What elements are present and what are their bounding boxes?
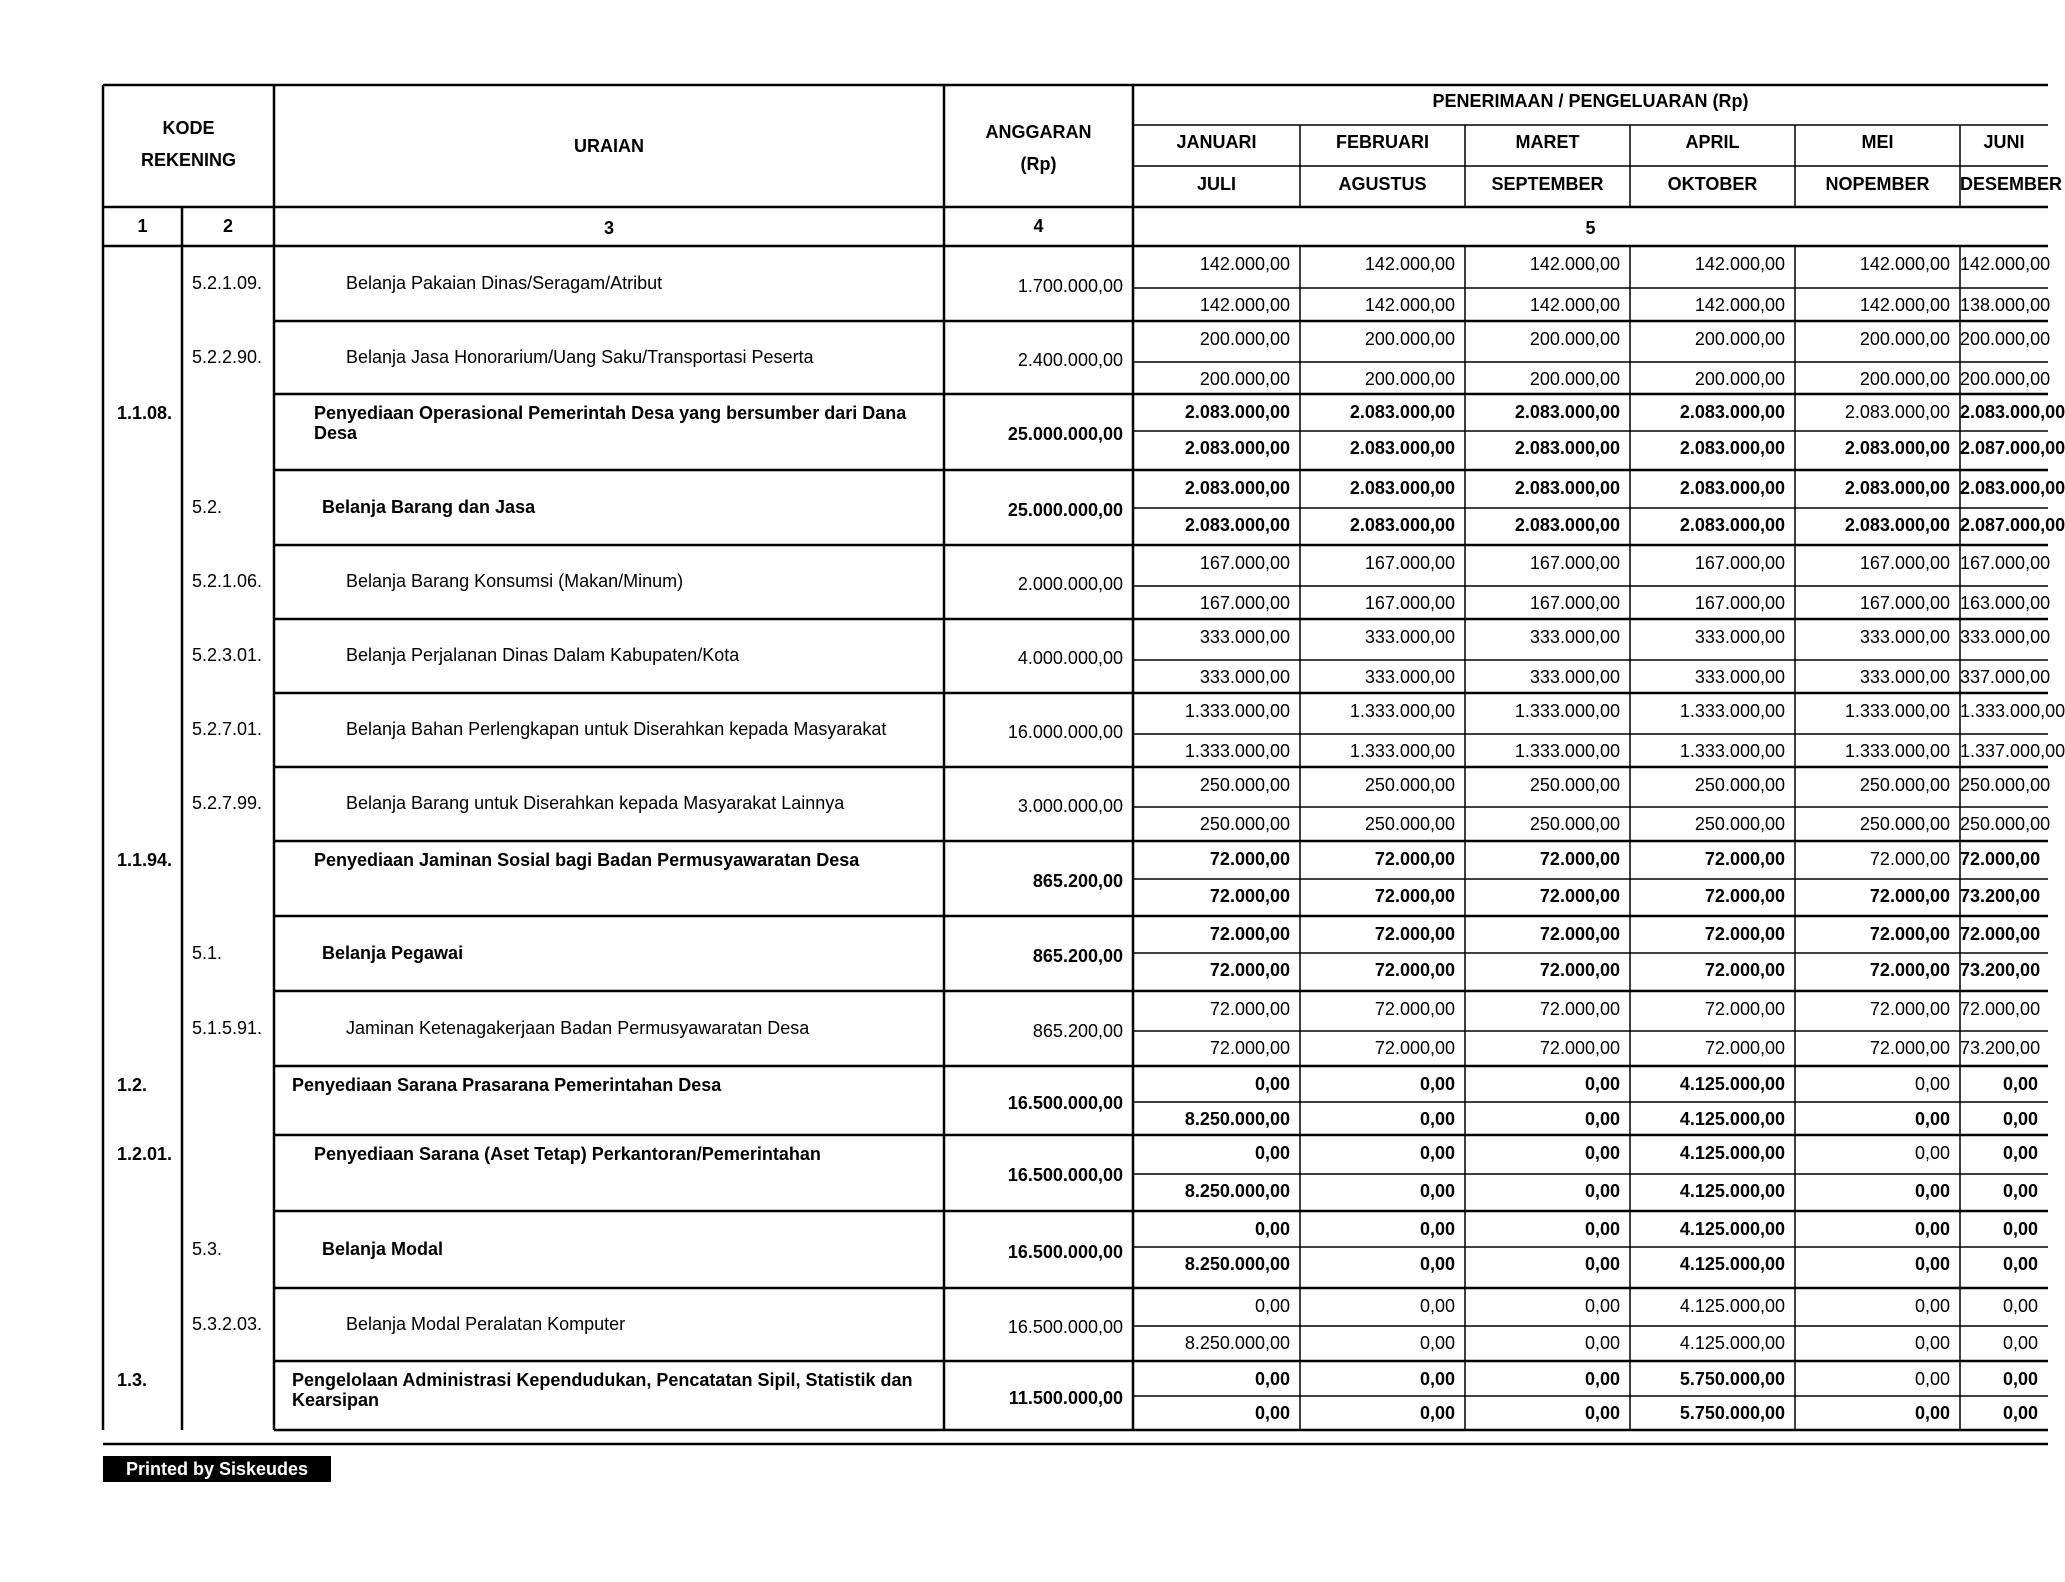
month-value-bottom: 163.000,00 (1960, 593, 2051, 613)
month-value-bottom: 138.000,00 (1960, 295, 2051, 315)
month-value-bottom: 2.083.000,00 (1679, 438, 1785, 458)
kode-level-2: 5.1.5.91. (192, 1018, 263, 1038)
uraian-text: Belanja Barang Konsumsi (Makan/Minum) (346, 571, 684, 591)
month-value-top: 0,00 (1254, 1074, 1290, 1094)
header-anggaran: ANGGARAN (985, 122, 1092, 142)
anggaran-value: 865.200,00 (1032, 1021, 1123, 1041)
anggaran-value: 25.000.000,00 (1007, 500, 1123, 520)
month-value-bottom: 0,00 (1914, 1403, 1950, 1423)
month-value-bottom: 72.000,00 (1869, 960, 1950, 980)
header-month-bottom: OKTOBER (1667, 174, 1758, 194)
header-anggaran-unit: (Rp) (1020, 154, 1057, 174)
month-value-bottom: 200.000,00 (1694, 369, 1785, 389)
month-value-bottom: 72.000,00 (1704, 886, 1785, 906)
month-value-bottom: 0,00 (1584, 1403, 1620, 1423)
month-value-bottom: 2.083.000,00 (1844, 438, 1950, 458)
month-value-top: 0,00 (2002, 1369, 2038, 1389)
uraian-text: Penyediaan Sarana Prasarana Pemerintahan Desa (292, 1075, 722, 1095)
kode-level-1: 1.1.08. (117, 403, 173, 423)
anggaran-value: 2.400.000,00 (1017, 350, 1123, 370)
month-value-top: 200.000,00 (1859, 329, 1950, 349)
month-value-bottom: 167.000,00 (1364, 593, 1455, 613)
month-value-bottom: 2.083.000,00 (1679, 515, 1785, 535)
month-value-bottom: 2.083.000,00 (1514, 515, 1620, 535)
month-value-top: 4.125.000,00 (1679, 1143, 1785, 1163)
header-month-bottom: AGUSTUS (1338, 174, 1427, 194)
month-value-top: 250.000,00 (1859, 775, 1950, 795)
anggaran-value: 16.000.000,00 (1007, 722, 1123, 742)
header-month-bottom: NOPEMBER (1825, 174, 1930, 194)
kode-level-1: 1.3. (117, 1370, 148, 1390)
header-month-top: FEBRUARI (1336, 132, 1429, 152)
month-value-bottom: 72.000,00 (1539, 886, 1620, 906)
anggaran-value: 11.500.000,00 (1008, 1388, 1123, 1408)
month-value-bottom: 142.000,00 (1364, 295, 1455, 315)
uraian-text: Belanja Perjalanan Dinas Dalam Kabupaten/Kota (346, 645, 740, 665)
month-value-top: 200.000,00 (1199, 329, 1290, 349)
month-value-bottom: 0,00 (1584, 1109, 1620, 1129)
uraian-text: Belanja Modal Peralatan Komputer (346, 1314, 626, 1334)
uraian-text: Belanja Barang untuk Diserahkan kepada Masyarakat Lainnya (346, 793, 845, 813)
anggaran-value: 4.000.000,00 (1017, 648, 1123, 668)
month-value-top: 0,00 (1584, 1369, 1620, 1389)
month-value-top: 72.000,00 (1960, 849, 2041, 869)
month-value-bottom: 73.200,00 (1960, 960, 2041, 980)
month-value-top: 0,00 (2002, 1219, 2038, 1239)
month-value-top: 72.000,00 (1539, 924, 1620, 944)
month-value-bottom: 333.000,00 (1859, 667, 1950, 687)
month-value-bottom: 0,00 (2002, 1333, 2038, 1353)
month-value-top: 167.000,00 (1960, 553, 2051, 573)
month-value-top: 1.333.000,00 (1844, 701, 1950, 721)
month-value-bottom: 72.000,00 (1539, 960, 1620, 980)
month-value-top: 167.000,00 (1694, 553, 1785, 573)
month-value-bottom: 167.000,00 (1529, 593, 1620, 613)
month-value-bottom: 72.000,00 (1374, 886, 1455, 906)
header-rekening: REKENING (140, 150, 236, 170)
uraian-text: Belanja Bahan Perlengkapan untuk Diserahkan kepada Masyarakat (346, 719, 887, 739)
month-value-bottom: 337.000,00 (1960, 667, 2051, 687)
month-value-top: 2.083.000,00 (1844, 402, 1950, 422)
month-value-top: 0,00 (1254, 1219, 1290, 1239)
kode-level-1: 1.1.94. (117, 850, 173, 870)
month-value-bottom: 0,00 (1914, 1333, 1950, 1353)
month-value-top: 72.000,00 (1869, 924, 1950, 944)
month-value-top: 72.000,00 (1704, 849, 1785, 869)
uraian-text: Pengelolaan Administrasi Kependudukan, Pencatatan Sipil, Statistik dan Kearsipan (292, 1370, 913, 1410)
month-value-bottom: 333.000,00 (1529, 667, 1620, 687)
month-value-top: 2.083.000,00 (1349, 402, 1455, 422)
kode-level-2: 5.1. (192, 943, 223, 963)
month-value-top: 5.750.000,00 (1679, 1369, 1785, 1389)
month-value-bottom: 0,00 (1419, 1181, 1455, 1201)
month-value-top: 0,00 (1914, 1296, 1950, 1316)
header-month-bottom: SEPTEMBER (1491, 174, 1604, 194)
month-value-top: 200.000,00 (1529, 329, 1620, 349)
month-value-top: 250.000,00 (1694, 775, 1785, 795)
header-month-bottom: JULI (1196, 174, 1236, 194)
month-value-bottom: 72.000,00 (1704, 1038, 1785, 1058)
month-value-bottom: 167.000,00 (1859, 593, 1950, 613)
month-value-top: 0,00 (1584, 1143, 1620, 1163)
month-value-bottom: 8.250.000,00 (1184, 1254, 1290, 1274)
month-value-bottom: 72.000,00 (1869, 1038, 1950, 1058)
month-value-top: 167.000,00 (1364, 553, 1455, 573)
month-value-top: 0,00 (1419, 1219, 1455, 1239)
month-value-top: 0,00 (2002, 1143, 2038, 1163)
kode-level-2: 5.2.1.09. (192, 273, 263, 293)
month-value-bottom: 72.000,00 (1374, 960, 1455, 980)
printed-by-badge: Printed by Siskeudes (103, 1456, 331, 1482)
month-value-bottom: 333.000,00 (1694, 667, 1785, 687)
month-value-top: 0,00 (1419, 1369, 1455, 1389)
month-value-top: 200.000,00 (1694, 329, 1785, 349)
colnum-1: 1 (137, 216, 148, 236)
anggaran-value: 16.500.000,00 (1007, 1242, 1123, 1262)
month-value-top: 0,00 (1254, 1369, 1290, 1389)
month-value-top: 0,00 (1584, 1219, 1620, 1239)
colnum-3: 3 (603, 218, 614, 238)
month-value-top: 4.125.000,00 (1679, 1296, 1785, 1316)
header-uraian: URAIAN (574, 136, 644, 156)
month-value-top: 333.000,00 (1694, 627, 1785, 647)
month-value-top: 333.000,00 (1199, 627, 1290, 647)
month-value-top: 0,00 (1914, 1369, 1950, 1389)
month-value-bottom: 250.000,00 (1199, 814, 1290, 834)
month-value-top: 1.333.000,00 (1349, 701, 1455, 721)
month-value-top: 72.000,00 (1539, 999, 1620, 1019)
kode-level-2: 5.3.2.03. (192, 1314, 263, 1334)
kode-level-2: 5.2.7.99. (192, 793, 263, 813)
month-value-top: 2.083.000,00 (1184, 402, 1290, 422)
uraian-text: Penyediaan Jaminan Sosial bagi Badan Permusyawaratan Desa (314, 850, 860, 870)
month-value-bottom: 2.087.000,00 (1960, 438, 2065, 458)
month-value-top: 0,00 (1419, 1296, 1455, 1316)
month-value-top: 0,00 (1419, 1074, 1455, 1094)
month-value-top: 250.000,00 (1199, 775, 1290, 795)
month-value-bottom: 1.333.000,00 (1844, 741, 1950, 761)
month-value-bottom: 0,00 (2002, 1403, 2038, 1423)
month-value-bottom: 0,00 (2002, 1181, 2038, 1201)
header-kode: KODE (162, 118, 215, 138)
month-value-bottom: 5.750.000,00 (1679, 1403, 1785, 1423)
month-value-bottom: 250.000,00 (1529, 814, 1620, 834)
month-value-top: 142.000,00 (1199, 254, 1290, 274)
month-value-top: 0,00 (1914, 1219, 1950, 1239)
month-value-bottom: 73.200,00 (1960, 1038, 2041, 1058)
month-value-bottom: 0,00 (1419, 1403, 1455, 1423)
month-value-bottom: 1.333.000,00 (1184, 741, 1290, 761)
month-value-bottom: 72.000,00 (1209, 886, 1290, 906)
month-value-top: 0,00 (1914, 1143, 1950, 1163)
month-value-top: 142.000,00 (1364, 254, 1455, 274)
month-value-bottom: 0,00 (1419, 1109, 1455, 1129)
month-value-bottom: 1.337.000,00 (1960, 741, 2065, 761)
month-value-top: 2.083.000,00 (1960, 478, 2065, 498)
month-value-bottom: 200.000,00 (1960, 369, 2051, 389)
month-value-bottom: 0,00 (1419, 1333, 1455, 1353)
anggaran-value: 16.500.000,00 (1007, 1165, 1123, 1185)
month-value-top: 142.000,00 (1960, 254, 2051, 274)
month-value-top: 72.000,00 (1704, 999, 1785, 1019)
month-value-bottom: 0,00 (1584, 1333, 1620, 1353)
month-value-bottom: 142.000,00 (1199, 295, 1290, 315)
month-value-bottom: 0,00 (1419, 1254, 1455, 1274)
month-value-bottom: 4.125.000,00 (1679, 1254, 1785, 1274)
month-value-top: 72.000,00 (1869, 999, 1950, 1019)
month-value-top: 72.000,00 (1869, 849, 1950, 869)
month-value-top: 72.000,00 (1374, 849, 1455, 869)
month-value-bottom: 4.125.000,00 (1679, 1181, 1785, 1201)
month-value-top: 72.000,00 (1960, 924, 2041, 944)
header-month-top: APRIL (1685, 132, 1740, 152)
month-value-bottom: 1.333.000,00 (1679, 741, 1785, 761)
month-value-top: 72.000,00 (1374, 999, 1455, 1019)
month-value-top: 2.083.000,00 (1844, 478, 1950, 498)
month-value-top: 0,00 (1419, 1143, 1455, 1163)
month-value-top: 2.083.000,00 (1514, 478, 1620, 498)
month-value-bottom: 2.083.000,00 (1844, 515, 1950, 535)
month-value-bottom: 0,00 (1914, 1254, 1950, 1274)
month-value-bottom: 167.000,00 (1199, 593, 1290, 613)
month-value-top: 200.000,00 (1364, 329, 1455, 349)
month-value-bottom: 200.000,00 (1364, 369, 1455, 389)
month-value-top: 1.333.000,00 (1514, 701, 1620, 721)
month-value-top: 200.000,00 (1960, 329, 2051, 349)
kode-level-1: 1.2. (117, 1075, 148, 1095)
month-value-top: 142.000,00 (1859, 254, 1950, 274)
month-value-top: 72.000,00 (1209, 849, 1290, 869)
month-value-top: 72.000,00 (1209, 924, 1290, 944)
kode-level-2: 5.2.1.06. (192, 571, 263, 591)
month-value-bottom: 250.000,00 (1364, 814, 1455, 834)
uraian-text: Belanja Pegawai (322, 943, 464, 963)
anggaran-value: 3.000.000,00 (1017, 796, 1123, 816)
uraian-text: Belanja Modal (322, 1239, 444, 1259)
header-month-bottom: DESEMBER (1960, 174, 2063, 194)
month-value-bottom: 167.000,00 (1694, 593, 1785, 613)
month-value-top: 0,00 (1254, 1296, 1290, 1316)
month-value-bottom: 142.000,00 (1694, 295, 1785, 315)
header-month-top: MARET (1515, 132, 1580, 152)
anggaran-value: 16.500.000,00 (1007, 1317, 1123, 1337)
month-value-bottom: 8.250.000,00 (1184, 1109, 1290, 1129)
month-value-top: 167.000,00 (1199, 553, 1290, 573)
month-value-top: 1.333.000,00 (1679, 701, 1785, 721)
month-value-bottom: 2.083.000,00 (1184, 515, 1290, 535)
month-value-top: 2.083.000,00 (1960, 402, 2065, 422)
month-value-bottom: 333.000,00 (1364, 667, 1455, 687)
kode-level-1: 1.2.01. (117, 1144, 173, 1164)
month-value-top: 333.000,00 (1529, 627, 1620, 647)
month-value-bottom: 0,00 (2002, 1254, 2038, 1274)
month-value-top: 0,00 (2002, 1296, 2038, 1316)
month-value-top: 4.125.000,00 (1679, 1219, 1785, 1239)
anggaran-value: 25.000.000,00 (1007, 424, 1123, 444)
month-value-top: 72.000,00 (1539, 849, 1620, 869)
month-value-bottom: 0,00 (1584, 1254, 1620, 1274)
month-value-top: 72.000,00 (1374, 924, 1455, 944)
month-value-bottom: 2.087.000,00 (1960, 515, 2065, 535)
month-value-bottom: 200.000,00 (1859, 369, 1950, 389)
anggaran-value: 865.200,00 (1032, 871, 1123, 891)
kode-level-2: 5.2.3.01. (192, 645, 263, 665)
month-value-top: 333.000,00 (1364, 627, 1455, 647)
colnum-4: 4 (1033, 216, 1044, 236)
month-value-bottom: 142.000,00 (1859, 295, 1950, 315)
header-penerimaan: PENERIMAAN / PENGELUARAN (Rp) (1432, 91, 1749, 111)
anggaran-value: 16.500.000,00 (1007, 1093, 1123, 1113)
month-value-bottom: 1.333.000,00 (1349, 741, 1455, 761)
month-value-bottom: 73.200,00 (1960, 886, 2041, 906)
anggaran-value: 2.000.000,00 (1017, 574, 1123, 594)
month-value-top: 250.000,00 (1960, 775, 2051, 795)
month-value-top: 0,00 (1584, 1074, 1620, 1094)
month-value-top: 72.000,00 (1960, 999, 2041, 1019)
month-value-top: 2.083.000,00 (1679, 402, 1785, 422)
month-value-top: 2.083.000,00 (1679, 478, 1785, 498)
month-value-top: 142.000,00 (1694, 254, 1785, 274)
month-value-bottom: 72.000,00 (1869, 886, 1950, 906)
month-value-top: 142.000,00 (1529, 254, 1620, 274)
month-value-bottom: 72.000,00 (1539, 1038, 1620, 1058)
uraian-text: Belanja Pakaian Dinas/Seragam/Atribut (346, 273, 663, 293)
month-value-top: 167.000,00 (1529, 553, 1620, 573)
uraian-text: Belanja Jasa Honorarium/Uang Saku/Transportasi Peserta (346, 347, 814, 367)
header-month-top: MEI (1861, 132, 1894, 152)
month-value-bottom: 250.000,00 (1694, 814, 1785, 834)
month-value-top: 1.333.000,00 (1960, 701, 2065, 721)
month-value-bottom: 142.000,00 (1529, 295, 1620, 315)
month-value-bottom: 4.125.000,00 (1679, 1333, 1785, 1353)
month-value-top: 167.000,00 (1859, 553, 1950, 573)
colnum-2: 2 (222, 216, 233, 236)
month-value-bottom: 2.083.000,00 (1184, 438, 1290, 458)
month-value-bottom: 250.000,00 (1859, 814, 1950, 834)
header-month-top: JANUARI (1176, 132, 1257, 152)
month-value-top: 72.000,00 (1209, 999, 1290, 1019)
month-value-bottom: 2.083.000,00 (1349, 438, 1455, 458)
month-value-bottom: 0,00 (2002, 1109, 2038, 1129)
month-value-bottom: 2.083.000,00 (1514, 438, 1620, 458)
month-value-top: 4.125.000,00 (1679, 1074, 1785, 1094)
month-value-bottom: 72.000,00 (1209, 960, 1290, 980)
month-value-top: 2.083.000,00 (1349, 478, 1455, 498)
kode-level-2: 5.2.2.90. (192, 347, 263, 367)
anggaran-value: 1.700.000,00 (1017, 276, 1123, 296)
uraian-text: Jaminan Ketenagakerjaan Badan Permusyawaratan Desa (346, 1018, 810, 1038)
month-value-bottom: 72.000,00 (1374, 1038, 1455, 1058)
uraian-text: Penyediaan Sarana (Aset Tetap) Perkantoran/Pemerintahan (314, 1144, 821, 1164)
month-value-bottom: 0,00 (1914, 1109, 1950, 1129)
month-value-bottom: 1.333.000,00 (1514, 741, 1620, 761)
month-value-bottom: 200.000,00 (1529, 369, 1620, 389)
month-value-top: 250.000,00 (1529, 775, 1620, 795)
uraian-text: Penyediaan Operasional Pemerintah Desa yang bersumber dari Dana Desa (314, 403, 907, 443)
month-value-bottom: 333.000,00 (1199, 667, 1290, 687)
month-value-top: 333.000,00 (1859, 627, 1950, 647)
month-value-bottom: 0,00 (1254, 1403, 1290, 1423)
month-value-top: 0,00 (1914, 1074, 1950, 1094)
month-value-bottom: 200.000,00 (1199, 369, 1290, 389)
month-value-bottom: 0,00 (1584, 1181, 1620, 1201)
month-value-top: 2.083.000,00 (1514, 402, 1620, 422)
month-value-top: 250.000,00 (1364, 775, 1455, 795)
month-value-top: 333.000,00 (1960, 627, 2051, 647)
month-value-top: 72.000,00 (1704, 924, 1785, 944)
kode-level-2: 5.2.7.01. (192, 719, 263, 739)
header-month-top: JUNI (1983, 132, 2025, 152)
month-value-bottom: 72.000,00 (1704, 960, 1785, 980)
kode-level-2: 5.3. (192, 1239, 223, 1259)
month-value-bottom: 2.083.000,00 (1349, 515, 1455, 535)
month-value-bottom: 250.000,00 (1960, 814, 2051, 834)
month-value-bottom: 8.250.000,00 (1184, 1181, 1290, 1201)
month-value-bottom: 72.000,00 (1209, 1038, 1290, 1058)
month-value-top: 0,00 (1584, 1296, 1620, 1316)
month-value-top: 0,00 (1254, 1143, 1290, 1163)
anggaran-value: 865.200,00 (1032, 946, 1123, 966)
month-value-top: 2.083.000,00 (1184, 478, 1290, 498)
colnum-5: 5 (1585, 218, 1596, 238)
month-value-bottom: 0,00 (1914, 1181, 1950, 1201)
month-value-bottom: 4.125.000,00 (1679, 1109, 1785, 1129)
kode-level-2: 5.2. (192, 497, 223, 517)
month-value-top: 1.333.000,00 (1184, 701, 1290, 721)
month-value-bottom: 8.250.000,00 (1184, 1333, 1290, 1353)
month-value-top: 0,00 (2002, 1074, 2038, 1094)
uraian-text: Belanja Barang dan Jasa (322, 497, 536, 517)
